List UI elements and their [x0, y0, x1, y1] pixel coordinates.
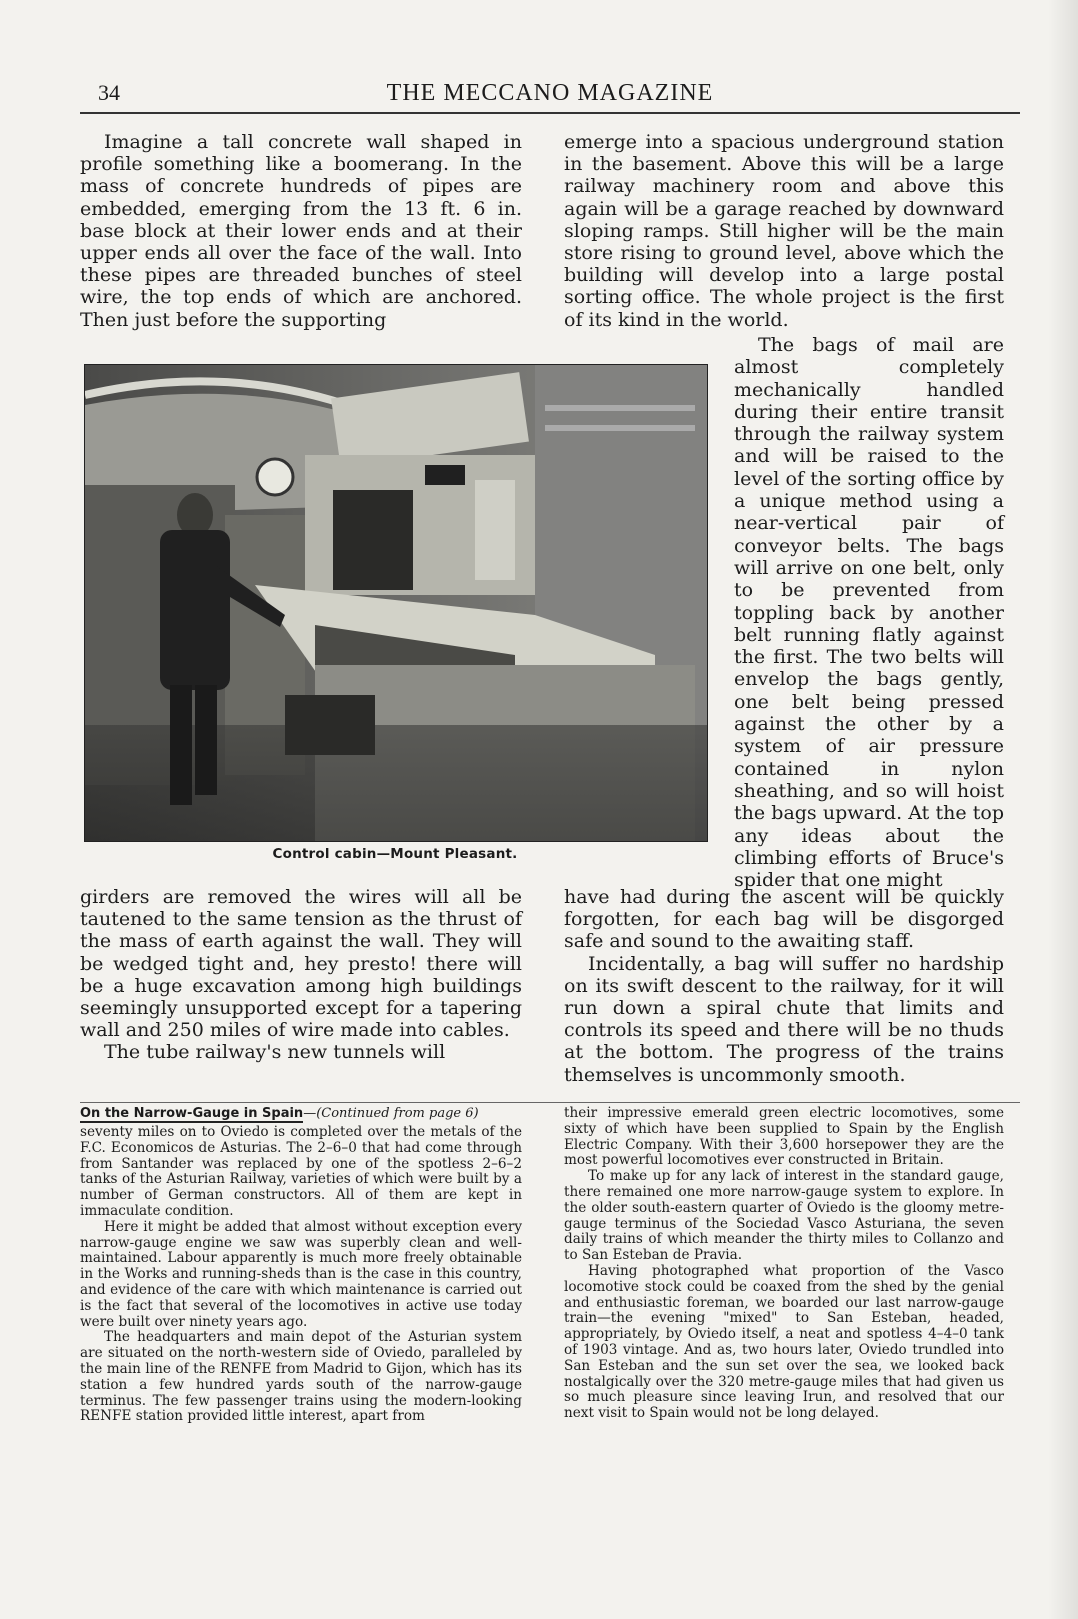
article-paragraph: The tube railway's new tunnels will: [104, 1041, 446, 1064]
continuation-column-left: [80, 1106, 522, 1425]
article-column-left-top: [80, 131, 522, 331]
continuation-paragraph: To make up for any lack of interest in the standard gauge, there remained one more narrow-gauge system to explore. In the older south-eastern quarter of Oviedo is the gloomy metre-gauge terminus of the Sociedad Vasco Asturiana, the seven daily trains of which meander the thirty miles to Collanzo and to San Esteban de Pravia.: [564, 1168, 1004, 1264]
continuation-heading: [80, 1106, 522, 1121]
article-paragraph: girders are removed the wires will all be tautened to the same tension as the thrust of the mass of earth against the wall. They will be wedged tight and, hey presto! there will be a huge excavation among high buildings seemingly unsupported except for a tapering wall and 250 miles of wire made into cables.: [80, 886, 522, 1042]
control-cabin-photo: [84, 364, 708, 842]
continuation-title: On the Narrow-Gauge in Spain: [80, 1106, 304, 1121]
continuation-note: —(Continued from page 6): [303, 1106, 479, 1121]
continuation-paragraph: The headquarters and main depot of the Asturian system are situated on the north-western side of Oviedo, paralleled by the main line of the RENFE from Madrid to Gijon, which has its station a few hundred yards south of the narrow-gauge terminus. The few passenger trains using the modern-looking RENFE station provided little interest, apart from: [80, 1329, 522, 1425]
article-paragraph: have had during the ascent will be quickly forgotten, for each bag will be disgorged safe and sound to the awaiting staff.: [564, 886, 1004, 953]
control-cabin-illustration: [85, 365, 707, 841]
article-column-left-mid: [80, 886, 522, 1064]
page-header: [80, 76, 1020, 110]
photo-caption: Control cabin—Mount Pleasant.: [272, 846, 518, 862]
page-edge-shadow: [1048, 0, 1078, 1619]
magazine-title: THE MECCANO MAGAZINE: [386, 80, 714, 106]
continuation-paragraph: Having photographed what proportion of the Vasco locomotive stock could be coaxed from the shed by the genial and enthusiastic foreman, we boarded our last narrow-gauge train—the evening "mixed" to San Esteban, headed, appropriately, by Oviedo itself, a neat and spotless 4–4–0 tank of 1903 vintage. And as, two hours later, Oviedo trundled into San Esteban and the sun set over the sea, we looked back nostalgically over the 320 metre-gauge miles that had given us so much pleasure since leaving Irun, and resolved that our next visit to Spain would not be long delayed.: [564, 1262, 1004, 1422]
article-paragraph: Imagine a tall concrete wall shaped in profile something like a boomerang. In the mass of concrete hundreds of pipes are embedded, emerging from the 13 ft. 6 in. base block at their lower ends and at their upper ends all over the face of the wall. Into these pipes are threaded bunches of steel wire, the top ends of which are anchored. Then just before the supporting: [80, 131, 522, 331]
article-paragraph: emerge into a spacious underground station in the basement. Above this will be a large railway machinery room and above this again will be a garage reached by downward sloping ramps. Still higher will be the main store rising to ground level, above which the building will develop into a large postal sorting office. The whole project is the first of its kind in the world.: [564, 131, 1004, 331]
article-column-right-mid: [564, 886, 1004, 1086]
header-rule: [80, 112, 1020, 114]
article-paragraph: Incidentally, a bag will suffer no hardship on its swift descent to the railway, for it will run down a spiral chute that limits and controls its speed and there will be no thuds at the bottom. The progress of the trains themselves is uncommonly smooth.: [564, 952, 1004, 1086]
article-paragraph: The bags of mail are almost completely mechanically handled during their entire transit through the railway system and will be raised to the level of the sorting office by a unique method using a near-vertical pair of conveyor belts. The bags will arrive on one belt, only to be prevented from toppling back by another belt running flatly against the first. The two belts will envelop the bags gently, one belt being pressed against the other by a system of air pressure contained in nylon sheathing, and so will hoist the bags upward. At the top any ideas about the climbing efforts of Bruce's spider that one might: [734, 334, 1004, 892]
continuation-paragraph: seventy miles on to Oviedo is completed over the metals of the F.C. Economicos de Asturias. The 2–6–0 that had come through from Santander was replaced by one of the spotless 2–6–2 tanks of the Asturian Railway, varieties of which were built by a number of German constructors. All of them are kept in immaculate condition.: [80, 1124, 522, 1219]
continuation-paragraph: their impressive emerald green electric locomotives, some sixty of which have been supplied to Spain by the English Electric Company. With their 3,600 horsepower they are the most powerful locomotives ever constructed in Britain.: [564, 1105, 1004, 1169]
article-column-narrow: [734, 334, 1004, 891]
article-column-right-top: [564, 131, 1004, 331]
section-rule: [80, 1102, 1020, 1103]
continuation-paragraph: Here it might be added that almost without exception every narrow-gauge engine we saw was superbly clean and well-maintained. Labour apparently is much more freely obtainable in the Works and running-sheds than is the case in this country, and evidence of the care with which maintenance is carried out is the fact that several of the locomotives in active use today were built over ninety years ago.: [80, 1218, 522, 1330]
continuation-column-right: [564, 1106, 1004, 1422]
page-number: 34: [98, 80, 120, 105]
